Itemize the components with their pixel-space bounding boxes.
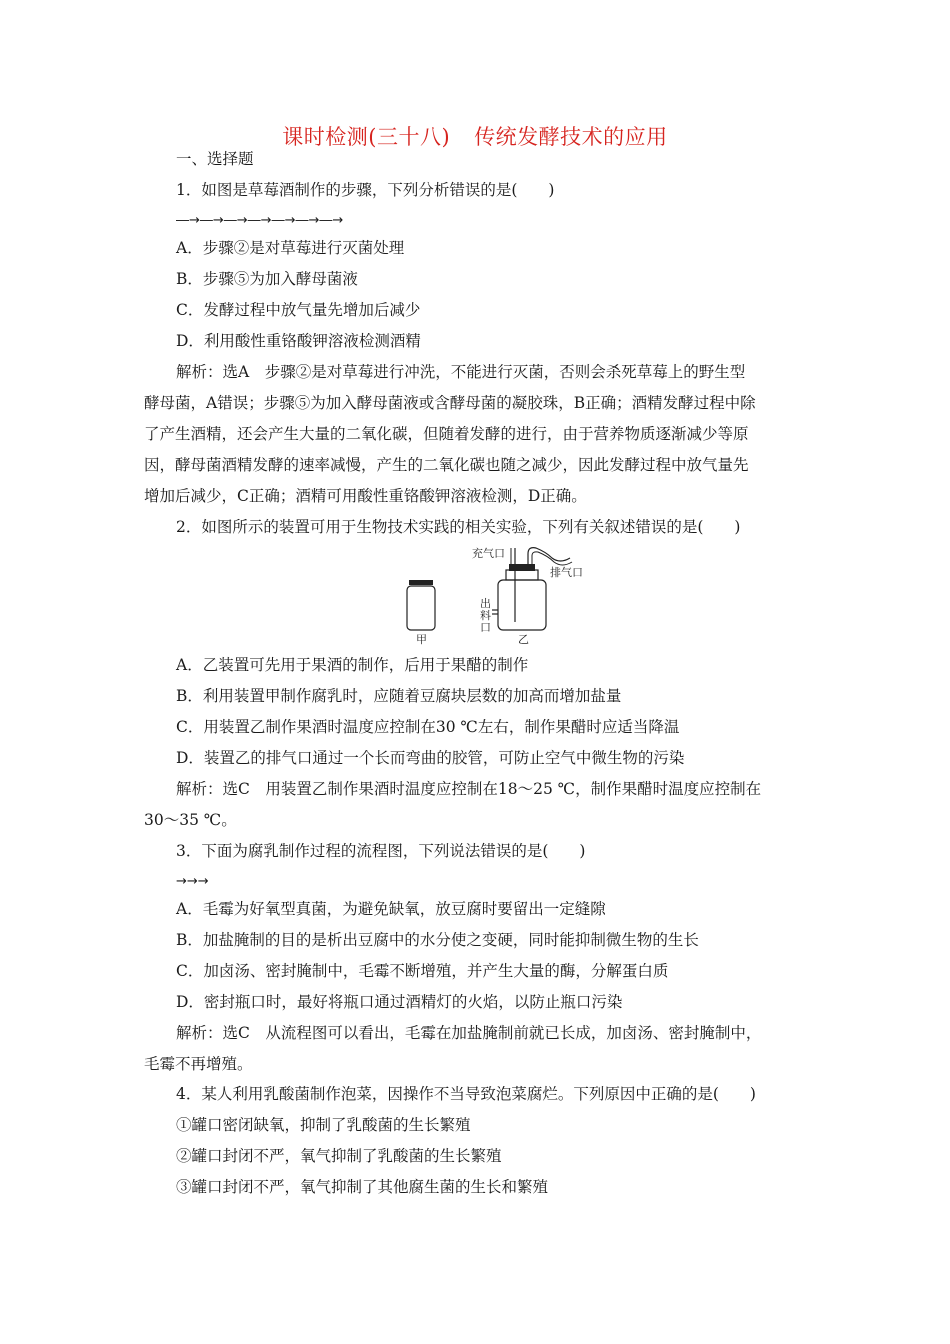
jar2-neck <box>506 570 538 580</box>
q3-option-d: D．密封瓶口时，最好将瓶口通过酒精灯的火焰，以防止瓶口污染 <box>176 993 623 1011</box>
fermentation-apparatus-figure <box>400 540 590 650</box>
q1-flow: ―→―→―→―→―→―→―→ <box>176 213 344 228</box>
q1-answer-line: 了产生酒精，还会产生大量的二氧化碳，但随着发酵的进行，由于营养物质逐渐减少等原 <box>144 425 749 443</box>
q2-option-a: A．乙装置可先用于果酒的制作，后用于果醋的制作 <box>176 656 529 674</box>
jar2-stopper <box>509 564 535 571</box>
discharge-label-3: 口 <box>480 621 491 634</box>
discharge-label-2: 料 <box>480 609 491 622</box>
q3-answer-line: 解析：选C 从流程图可以看出，毛霉在加盐腌制前就已长成，加卤汤、密封腌制中， <box>176 1024 762 1042</box>
q1-option-b: B．步骤⑤为加入酵母菌液 <box>176 270 358 288</box>
q1-option-a: A．步骤②是对草莓进行灭菌处理 <box>176 239 405 257</box>
q2-answer-line: 解析：选C 用装置乙制作果酒时温度应控制在18～25 ℃，制作果醋时温度应控制在 <box>176 780 762 798</box>
q1-option-d: D．利用酸性重铬酸钾溶液检测酒精 <box>176 332 421 350</box>
q4-item-1: ①罐口密闭缺氧，抑制了乳酸菌的生长繁殖 <box>176 1116 471 1134</box>
jar2-label: 乙 <box>518 633 529 646</box>
q2-stem: 2．如图所示的装置可用于生物技术实践的相关实验，下列有关叙述错误的是( ) <box>176 518 741 536</box>
section-heading: 一、选择题 <box>176 150 254 168</box>
title-main: 课时检测(三十八) <box>282 125 451 149</box>
discharge-label-1: 出 <box>480 597 491 610</box>
jar2-body <box>498 580 546 630</box>
q1-answer-line: 酵母菌，A错误；步骤⑤为加入酵母菌液或含酵母菌的凝胶珠，B正确；酒精发酵过程中除 <box>144 394 756 412</box>
outlet-tube <box>528 548 570 564</box>
q1-answer-line: 解析：选A 步骤②是对草莓进行冲洗，不能进行灭菌，否则会杀死草莓上的野生型 <box>176 363 746 381</box>
q1-answer-line: 增加后减少，C正确；酒精可用酸性重铬酸钾溶液检测，D正确。 <box>144 487 587 505</box>
q4-item-3: ③罐口封闭不严，氧气抑制了其他腐生菌的生长和繁殖 <box>176 1178 549 1196</box>
jar1-label: 甲 <box>416 633 427 646</box>
q2-option-b: B．利用装置甲制作腐乳时，应随着豆腐块层数的加高而增加盐量 <box>176 687 622 705</box>
q3-option-a: A．毛霉为好氧型真菌，为避免缺氧，放豆腐时要留出一定缝隙 <box>176 900 606 918</box>
q1-answer-line: 因，酵母菌酒精发酵的速率减慢，产生的二氧化碳也随之减少，因此发酵过程中放气量先 <box>144 456 749 474</box>
q1-stem: 1．如图是草莓酒制作的步骤，下列分析错误的是( ) <box>176 181 555 199</box>
q4-item-2: ②罐口封闭不严，氧气抑制了乳酸菌的生长繁殖 <box>176 1147 502 1165</box>
q4-stem: 4．某人利用乳酸菌制作泡菜，因操作不当导致泡菜腐烂。下列原因中正确的是( ) <box>176 1085 756 1103</box>
q3-option-c: C．加卤汤、密封腌制中，毛霉不断增殖，并产生大量的酶，分解蛋白质 <box>176 962 669 980</box>
jar1-body <box>407 586 435 630</box>
outlet-label: 排气口 <box>550 566 583 579</box>
q2-option-d: D．装置乙的排气口通过一个长而弯曲的胶管，可防止空气中微生物的污染 <box>176 749 685 767</box>
q3-stem: 3．下面为腐乳制作过程的流程图，下列说法错误的是( ) <box>176 842 586 860</box>
inlet-label: 充气口 <box>472 547 505 560</box>
q3-option-b: B．加盐腌制的目的是析出豆腐中的水分使之变硬，同时能抑制微生物的生长 <box>176 931 699 949</box>
q2-option-c: C．用装置乙制作果酒时温度应控制在30 ℃左右，制作果醋时应适当降温 <box>176 718 680 736</box>
q3-flow: →→→ <box>176 874 209 889</box>
q3-answer-line: 毛霉不再增殖。 <box>144 1055 253 1073</box>
page-title <box>0 121 950 151</box>
q2-answer-line: 30～35 ℃。 <box>144 811 237 829</box>
title-sub: 传统发酵技术的应用 <box>474 125 668 149</box>
q1-option-c: C．发酵过程中放气量先增加后减少 <box>176 301 421 319</box>
jar1-lid <box>409 580 433 585</box>
